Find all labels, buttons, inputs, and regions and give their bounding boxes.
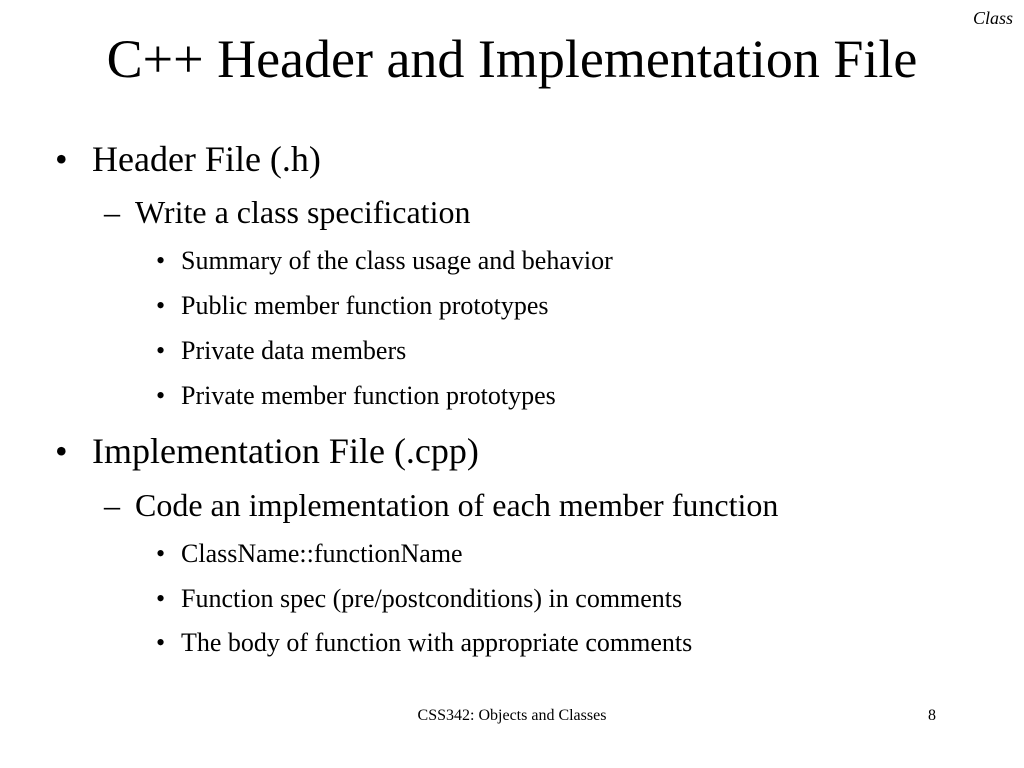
footer-course-title: CSS342: Objects and Classes (417, 707, 607, 724)
bullet-icon: • (156, 628, 166, 657)
list-item-label: Private data members (181, 336, 407, 365)
bullet-icon: • (156, 291, 166, 320)
bullet-icon: • (156, 584, 166, 613)
list-item-label: Implementation File (.cpp) (92, 431, 479, 471)
corner-section-label: Class (972, 8, 1013, 28)
list-item-label: ClassName::functionName (181, 539, 463, 568)
list-item-label: Code an implementation of each member function (135, 487, 779, 523)
bullet-icon: • (156, 539, 166, 568)
bullet-icon: • (55, 139, 68, 179)
list-item-label: Private member function prototypes (181, 381, 556, 410)
list-item-label: Header File (.h) (92, 139, 321, 179)
dash-icon: – (104, 194, 120, 230)
list-item-label: Function spec (pre/postconditions) in comments (181, 584, 683, 613)
bullet-icon: • (156, 381, 166, 410)
list-item-label: Public member function prototypes (181, 291, 549, 320)
dash-icon: – (104, 487, 120, 523)
list-item-label: Write a class specification (135, 194, 471, 230)
slide-title: C++ Header and Implementation File (106, 29, 918, 89)
bullet-icon: • (156, 246, 166, 275)
list-item-label: Summary of the class usage and behavior (181, 246, 613, 275)
list-item-label: The body of function with appropriate comments (181, 628, 693, 657)
bullet-icon: • (55, 431, 68, 471)
page-number: 8 (928, 707, 936, 724)
bullet-icon: • (156, 336, 166, 365)
